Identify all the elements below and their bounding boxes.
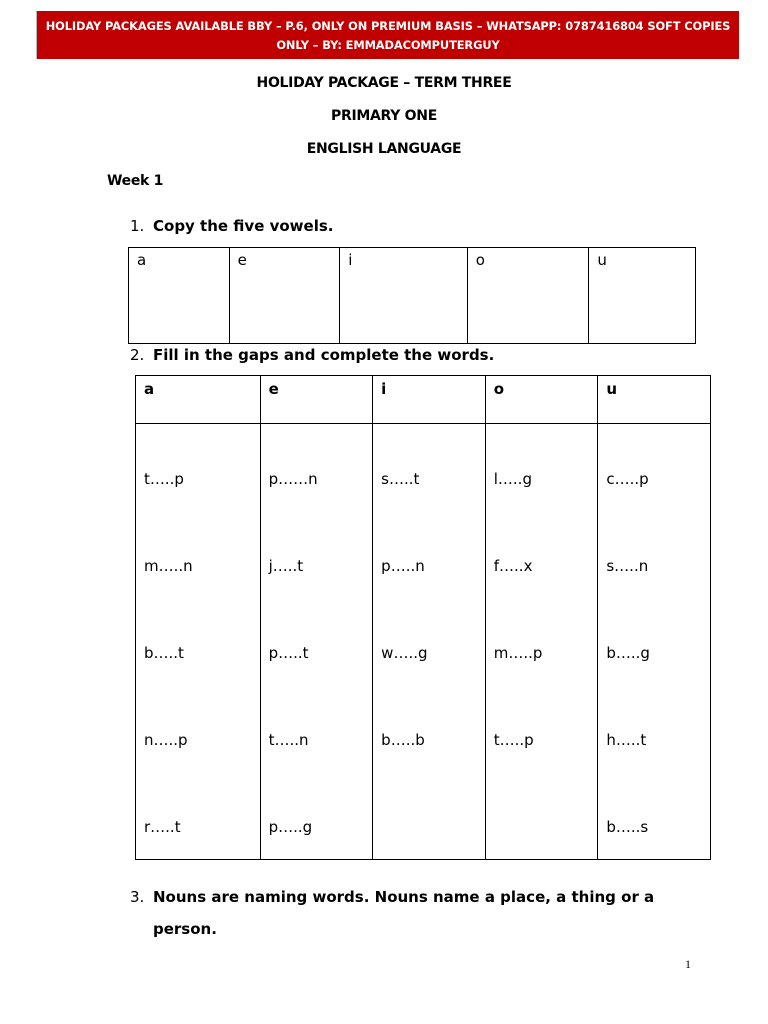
gap-word: j…..t (268, 557, 304, 575)
vowel-cell: a (129, 248, 230, 344)
word-column (136, 424, 261, 860)
question-number: 2. (130, 346, 145, 364)
word-column (260, 424, 373, 860)
banner-line-2: ONLY – BY: EMMADACOMPUTERGUY (276, 38, 500, 52)
banner-line-1: HOLIDAY PACKAGES AVAILABLE BBY – P.6, ONLY ON PREMIUM BASIS – WHATSAPP: 0787416804 SOFT COPIES (45, 19, 731, 33)
gap-word: w…..g (381, 644, 428, 662)
gap-word: p……n (268, 470, 318, 488)
question-number: 3. (130, 888, 145, 906)
gap-word: n…..p (144, 731, 188, 749)
gap-word: t…..n (268, 731, 309, 749)
gap-word: s…..n (606, 557, 649, 575)
question-text: Copy the five vowels. (153, 217, 334, 235)
heading-package: HOLIDAY PACKAGE – TERM THREE (256, 75, 512, 91)
gap-word: b…..b (381, 731, 425, 749)
gap-word: m…..p (493, 644, 543, 662)
gap-word: p…..t (268, 644, 309, 662)
vowel-cell: e (229, 248, 340, 344)
vowel-header: e (260, 376, 373, 424)
question-text-continued: person. (153, 920, 217, 938)
question-text: Nouns are naming words. Nouns name a place, a thing or a (153, 888, 655, 906)
vowel-cell: o (467, 248, 589, 344)
gap-word: b…..g (606, 644, 650, 662)
word-column (598, 424, 711, 860)
week-label: Week 1 (107, 173, 164, 189)
vowel-header: u (598, 376, 711, 424)
vowel-cell: i (340, 248, 468, 344)
gap-word: t…..p (493, 731, 534, 749)
word-column (485, 424, 598, 860)
gap-word: r…..t (144, 818, 181, 836)
gap-word: f…..x (493, 557, 533, 575)
gap-word: h…..t (606, 731, 647, 749)
fill-gaps-table (135, 375, 711, 860)
heading-class: PRIMARY ONE (331, 108, 437, 124)
vowels-table (128, 247, 696, 344)
page-number: 1 (685, 957, 691, 971)
gap-word: b…..t (144, 644, 184, 662)
vowel-header: o (485, 376, 598, 424)
gap-word: c…..p (606, 470, 649, 488)
question-text: Fill in the gaps and complete the words. (153, 346, 495, 364)
gap-word: p…..g (268, 818, 313, 836)
vowel-cell: u (589, 248, 696, 344)
gap-word: s…..t (381, 470, 420, 488)
word-column (373, 424, 486, 860)
gap-word: m…..n (144, 557, 193, 575)
vowel-header: a (136, 376, 261, 424)
question-number: 1. (130, 217, 145, 235)
gap-word: p…..n (381, 557, 425, 575)
gap-word: t…..p (144, 470, 184, 488)
gap-word: l…..g (493, 470, 532, 488)
gap-word: b…..s (606, 818, 649, 836)
promo-banner (36, 11, 739, 59)
vowel-header: i (373, 376, 486, 424)
heading-subject: ENGLISH LANGUAGE (306, 141, 462, 157)
